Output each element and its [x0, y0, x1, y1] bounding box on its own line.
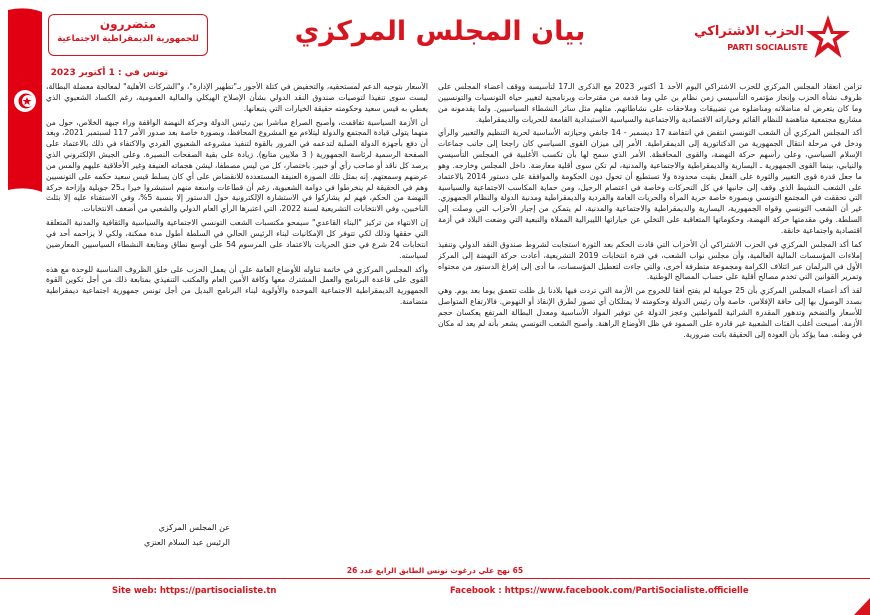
signature-council: عن المجلس المركزي [158, 523, 230, 532]
signature-block [90, 520, 230, 550]
paragraph: أن الأزمة السياسية تفاقمت، وأصبح الصراع مباشرا بين رئيس الدولة وحركة النهضة الواقفة وراء جبهة الخلاص، حول من منهما يتولى قيادة المجتمع والدولة ليتلاءم مع المشروع المحافظ، وبصورة خاصة بعد صدور الأمر 117 لسبتمبر 2021، وبعد أن دفع بأجهزة الدولة الصلبة لتدعمه في المرور بالقوة لتنفيذ مشروعه الشعبوي الفردي والاكتفاء في ذلك بالاعتماد على الصفحة الرسمية لرئاسة الجمهورية ( 3 ملايين متابع). زيادة على بقية الصفحات النصيرة. وعلى الجيش الإلكتروني الذي يرصد كل ناقد أو صاحب رأي أو خبير. باختصار، كل من ليس مصطفا، ليشن هجماته العنيفة وغير الأخلاقية عليهم والمس من عرضهم وسمعتهم. إنه بمثل تلك الصورة العنيفة المستعددة للانقضاض على أي كان يسلط قيس سعيد حكمه على التونسيين وهم في الحقيقة لم ينخرطوا في دوامة الشعبوية، رغم أن قطاعات واسعة منهم استبشروا خيرا بـ25 جويلية وإزاحة حركة النهضة من الحكم، فهم لم يشاركوا في الاستشارة الإلكترونية حول الدستور إلا بنسبة 5%، وفي الاستفتاء عليه إلا بثلث الناخبين، وفي الانتخابات التشريعية لسنة 2022، التي اعتبرها الرأي العام الدولي والشعبي من أضعف الانتخابات. [46, 117, 428, 214]
logo-french-name: PARTI SOCIALISTE [727, 43, 808, 52]
signature-president: الرئيس عبد السلام العنزي [143, 538, 230, 548]
header [0, 0, 870, 78]
paragraph: إن الانتهاء من تركيز "البناء القاعدي" سيمحو مكتسبات الشعب التونسي الاجتماعية والسياسية والثقافية والمدنية المتعلقة التي حققها وذلك لكي تتوفر كل الإمكانيات لبناء الرئيس الحالي في السلطة أطول مدة ممكنة، ولكي لا يزاحمه أحد في انتخابات 24 شرع في خنق الحريات بالاعتماد على المرسوم 54 على أوسع نطاق ومتابعة النشطاء السياسيين المعارضين لسياسته. [46, 218, 428, 260]
footer-address: 65 نهج علي درغوث تونس الطابق الرابع عدد 26 [300, 566, 570, 575]
left-column [46, 82, 428, 574]
paragraph: أكد المجلس المركزي أن الشعب التونسي انتفض في انتفاضة 17 ديسمبر - 14 جانفي وحيازته الأساسية لحرية التنظيم والتعبير والرأي ودخل في مرحلة انتقال الجمهورية من الدكتاتورية إلى الديمقراطية. الأمر إلى ميزان القوى السياسي كان راجحا إلى جانب جماعات الإسلام السياسي، وعلى رأسهم حركة النهضة، والقوى المحافظة. الأمر الذي سمح لها بأن تكسب الأغلبية في المجلس التأسيسي والنيابي، بينما القوى الجمهورية ـ اليسارية والديمقراطية والاجتماعية والمدنية، لم تكن سوى أقلية معارضة. داخل المجلس وخارجه. وهو ما جعل قدرة قوى التغيير والثورة على الفعل بقيت محدودة ولا تستطيع أن تحول دون الحكومة والموافقة على دستور 2014 بالاعتماد على الشعب النشيط الذي وقف إلى جانبها في كل التحركات وخاصة في اعتصام الرحيل، ومن حماية المكاسب الاجتماعية والسياسية التي تحققت في المجتمع التونسي وبصورة خاصة حرية المرأة والحريات العامة والفردية والديمقراطية ومدنية الدولة والنظام الجمهوري. غير أن الشعب التونسي وقواه الجمهورية، اليسارية والديمقراطية والاجتماعية والمدنية، لم يتمكن من إجبار الأحزاب التي وصلت إلى السلطة. وفي مقدمتها حركة النهضة، وحكوماتها المتعاقبة على التخلي عن خياراتها الليبرالية المملاة والتبعية التي وضعت البلاد في أزمة اقتصادية واجتماعية خانقة. [438, 128, 862, 235]
corner-decoration [854, 598, 870, 615]
paragraph: وأكد المجلس المركزي في خاتمة تناوله للأوضاع العامة على أن يعمل الحزب على خلق الظروف المناسبة للوحدة مع هذه القوى على قاعدة البرنامج والعمل المشترك معها وكافة الأمين العام والمكتب التنفيذي بمتابعة ذلك من أجل تكوين القوة الجمهورية الديمقراطية الاجتماعية الموحدة والأولوية لبناء البرنامج البديل من أجل تونس جمهورية اجتماعية ديمقراطية متضامنة. [46, 264, 428, 307]
footer-divider [0, 578, 870, 579]
tunisia-flag-icon [6, 6, 44, 196]
paragraph: الأسعار بتوجيه الدعم لمستحقيه، والتخفيض في كتلة الأجور بـ"تطهير الإدارة"، و"الشركات الأهلية" لمعالجة معضلة البطالة، ليست سوى تنفيذا لتوصيات صندوق النقد الدولي بشأن الإصلاح الهيكلي والمالية العمومية، رغم الكساد الشعبوي الذي يغطي به قيس سعيد وحكومته حقيقة الخيارات التي يتبعانها. [46, 82, 428, 113]
paragraph: تزامن انعقاد المجلس المركزي للحزب الاشتراكي اليوم الأحد 1 أكتوبر 2023 مع الذكرى الـ17 لتأسيسه ووقف أعضاء المجلس على ظروف نشأة الحزب وإنجاز مؤتمره التأسيسي زمن نظام بن علي وما قدمه من مقترحات وبرنامجية لتغيير حياة التونسيات والتونسيين وما كان يتعرض له مناضلاته ومناضلوه من تضييقات وملاحقات على نشاطاتهم. مثلهم مثل سائر النشطاء السياسيين. ولما يقدمونه من مشاريع مجتمعية مناهضة للنظام القائم وخياراته الاقتصادية والاجتماعية والسياسية الاستبدادية القامعة للحريات والديمقراطية. [438, 82, 862, 124]
page-title: بيان المجلس المركزي [294, 16, 586, 47]
paragraph: كما أكد المجلس المركزي في الحزب الاشتراكي أن الأحزاب التي قادت الحكم بعد الثورة استجابت لشروط صندوق النقد الدولي وتنفيذ إملاءات المؤسسات المالية العالمية، وأن مجلس نواب الشعب، في فترة انتخابات 2019 التشريعية، أعادت حركة النهضة إلى المركز الأول في البرلمان عبر ائتلاف الكرامة ومجموعة متطرفة أخرى، والتي جاءت لتعطيل المؤسسات، ما أدى إلى إفراغ الدستور من محتواه وتمرير القوانين التي تخدم مصالح أقلية على حساب المصالح الوطنية. [438, 239, 862, 282]
statement-date: تونس في : 1 أكتوبر 2023 [50, 68, 168, 78]
logo-arabic-name: الحزب الاشتراكي [694, 24, 804, 39]
union-badge [48, 14, 208, 56]
right-column [438, 82, 862, 564]
website-link[interactable]: Site web: https://partisocialiste.tn [112, 586, 277, 596]
facebook-link[interactable]: Facebook : https://www.facebook.com/PartiSocialiste.officielle [450, 586, 749, 596]
footer [0, 586, 870, 608]
union-name: متضررون [99, 17, 157, 31]
union-subtitle: للجمهورية الديمقراطية الاجتماعية [57, 34, 199, 44]
paragraph: لقد أكد أعضاء المجلس المركزي بأن 25 جويلية لم يفتح أفقا للخروج من الأزمة التي تردت فيها بلادنا بل ظلت تتعمق يوما بعد يوم. وهي بصدد الوصول بها إلى حافة الإفلاس. خاصة وأن رئيس الدولة وحكومته لا يمتلكان أي تصور لطرق الإنقاذ أو النهوض. فالارتفاع المتواصل للأسعار والتضخم وتدهور المقدرة الشرائية للمواطنين وعجز الدولة عن توفير المواد الأساسية ومعدل البطالة المرتفع يعكسان حجم الأزمة. أصبحت أغلب الفئات الشعبية غير قادرة على الصمود في ظل الأوضاع الراهنة. وأصبح الشعب التونسي يشعر بأنه لم يعد له مكان في وطنه. مما يؤكد بأن العودة إلى الحقيقة باتت ضرورية. [438, 286, 862, 339]
star-logo-icon [802, 12, 854, 64]
party-logo [694, 10, 856, 70]
